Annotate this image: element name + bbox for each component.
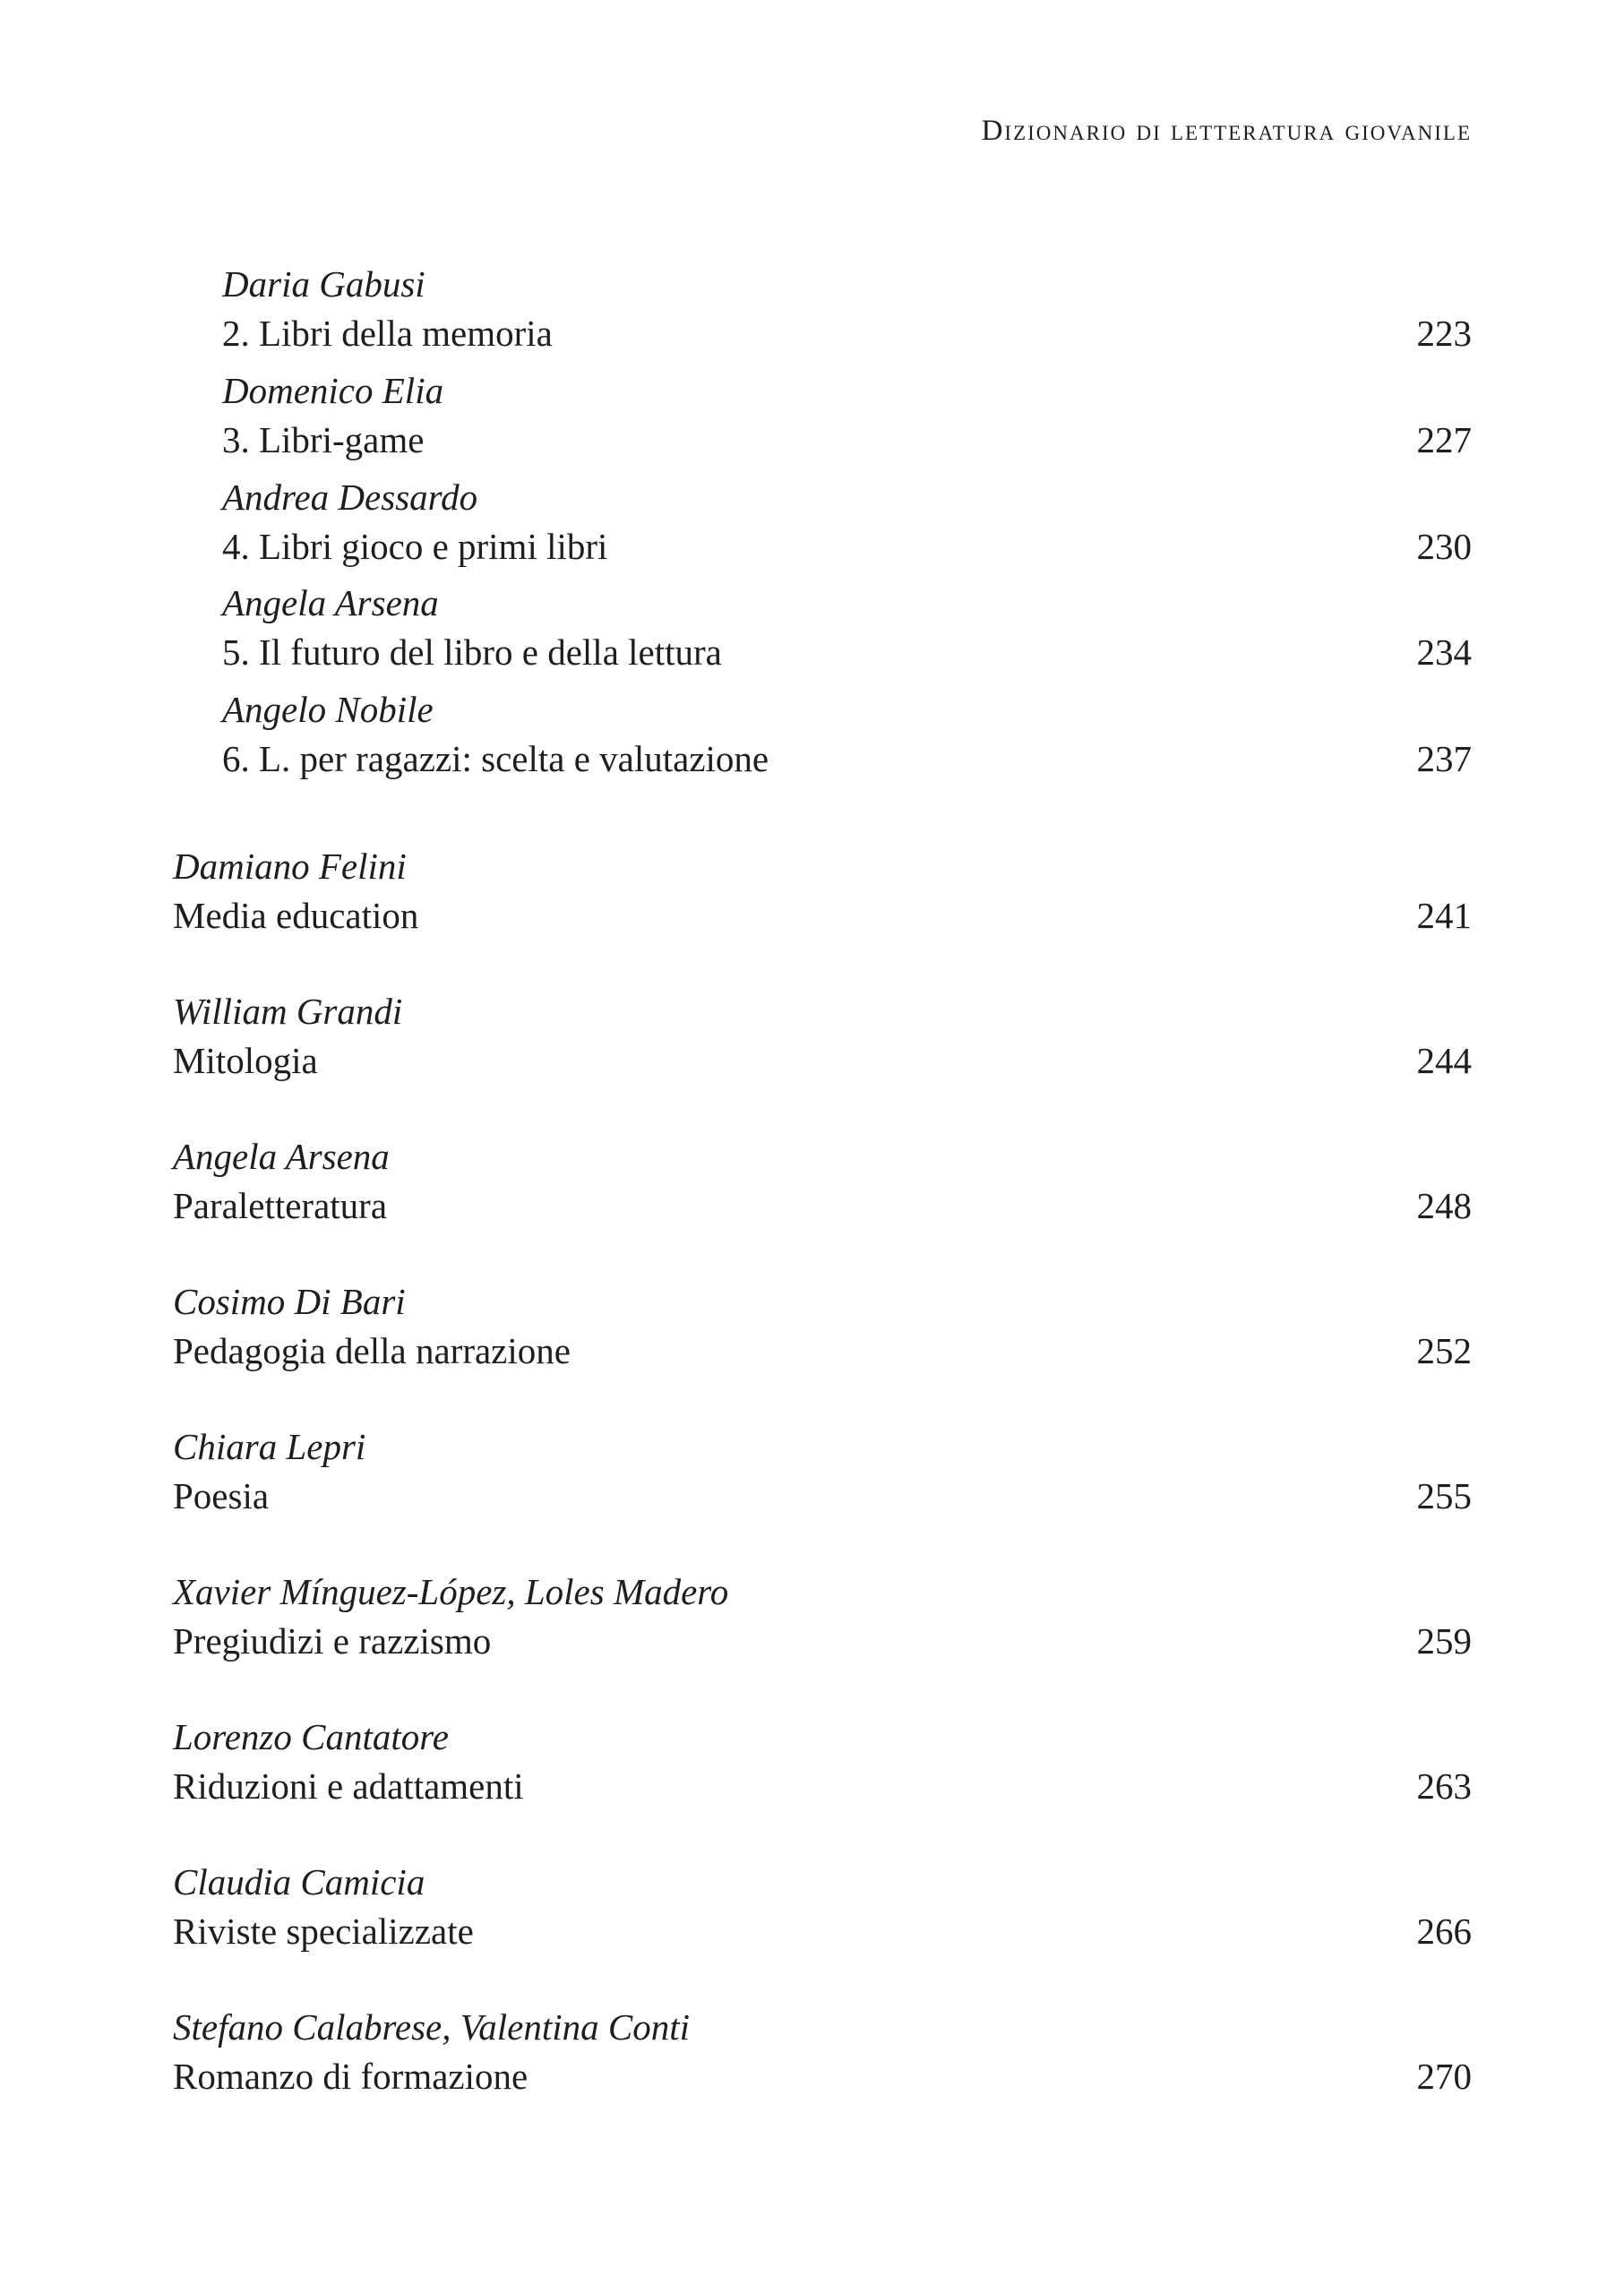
entry-title: Riviste specializzate — [173, 1911, 474, 1952]
toc-entry — [173, 1422, 1472, 1521]
entry-title: Media education — [173, 895, 419, 936]
entry-title: 2. Libri della memoria — [222, 313, 553, 354]
entry-author: Damiano Felini — [173, 846, 407, 887]
entry-author: William Grandi — [173, 991, 403, 1032]
toc-entry — [173, 1567, 1472, 1666]
toc-entry — [222, 366, 1472, 465]
entry-row — [173, 1761, 1472, 1811]
entry-page-number: 263 — [1416, 1765, 1472, 1807]
entry-author: Lorenzo Cantatore — [173, 1716, 449, 1757]
entry-author: Claudia Camicia — [173, 1861, 425, 1902]
entry-title: Riduzioni e adattamenti — [173, 1765, 524, 1807]
entry-title: 6. L. per ragazzi: scelta e valutazione — [222, 738, 769, 779]
entry-author: Domenico Elia — [222, 370, 444, 411]
entry-page-number: 255 — [1416, 1475, 1472, 1516]
entry-author: Stefano Calabrese, Valentina Conti — [173, 2006, 691, 2048]
entry-title: Paraletteratura — [173, 1185, 388, 1226]
entry-row — [173, 1181, 1472, 1231]
entry-page-number: 227 — [1416, 419, 1472, 460]
entry-row — [222, 415, 1472, 465]
entry-row — [173, 1471, 1472, 1521]
entry-page-number: 266 — [1416, 1911, 1472, 1952]
entry-page-number: 223 — [1416, 313, 1472, 354]
entry-title: 4. Libri gioco e primi libri — [222, 526, 608, 567]
entry-author: Daria Gabusi — [222, 263, 425, 305]
toc-entry — [173, 1277, 1472, 1376]
entry-author: Angela Arsena — [173, 1136, 390, 1177]
entry-row — [173, 1326, 1472, 1376]
entry-page-number: 230 — [1416, 526, 1472, 567]
entry-row — [173, 1616, 1472, 1666]
toc-entry — [173, 2003, 1472, 2101]
entry-row — [173, 1035, 1472, 1086]
entry-title: Poesia — [173, 1475, 270, 1516]
entry-page-number: 270 — [1416, 2056, 1472, 2097]
entry-row — [173, 890, 1472, 940]
entry-author: Cosimo Di Bari — [173, 1281, 406, 1322]
entry-page-number: 241 — [1416, 895, 1472, 936]
toc-entry — [222, 579, 1472, 677]
entry-row — [173, 2051, 1472, 2101]
entry-row — [222, 308, 1472, 358]
entry-title: Pedagogia della narrazione — [173, 1330, 571, 1371]
entry-page-number: 237 — [1416, 738, 1472, 779]
entry-title: 3. Libri-game — [222, 419, 425, 460]
entry-row — [173, 1906, 1472, 1956]
entry-author: Angela Arsena — [222, 582, 439, 623]
entry-page-number: 244 — [1416, 1040, 1472, 1081]
entry-page-number: 234 — [1416, 631, 1472, 673]
toc-entry — [173, 1132, 1472, 1231]
toc-entry — [222, 473, 1472, 571]
toc-entry — [222, 260, 1472, 358]
entry-row — [222, 521, 1472, 571]
entry-page-number: 248 — [1416, 1185, 1472, 1226]
toc-entry — [173, 842, 1472, 940]
toc-entry — [222, 685, 1472, 784]
toc-entry — [173, 1713, 1472, 1811]
entry-title: Romanzo di formazione — [173, 2056, 528, 2097]
entry-title: Pregiudizi e razzismo — [173, 1620, 492, 1662]
entry-author: Chiara Lepri — [173, 1426, 366, 1467]
entry-row — [222, 734, 1472, 784]
running-header: Dizionario di letteratura giovanile — [981, 115, 1472, 147]
entry-author: Angelo Nobile — [222, 689, 434, 730]
entry-row — [222, 627, 1472, 677]
entry-page-number: 252 — [1416, 1330, 1472, 1371]
toc-entry — [173, 1858, 1472, 1956]
entry-title: Mitologia — [173, 1040, 318, 1081]
entry-author: Xavier Mínguez-López, Loles Madero — [173, 1571, 729, 1612]
entry-author: Andrea Dessardo — [222, 477, 478, 518]
toc-entry — [173, 987, 1472, 1086]
entry-page-number: 259 — [1416, 1620, 1472, 1662]
entry-title: 5. Il futuro del libro e della lettura — [222, 631, 722, 673]
